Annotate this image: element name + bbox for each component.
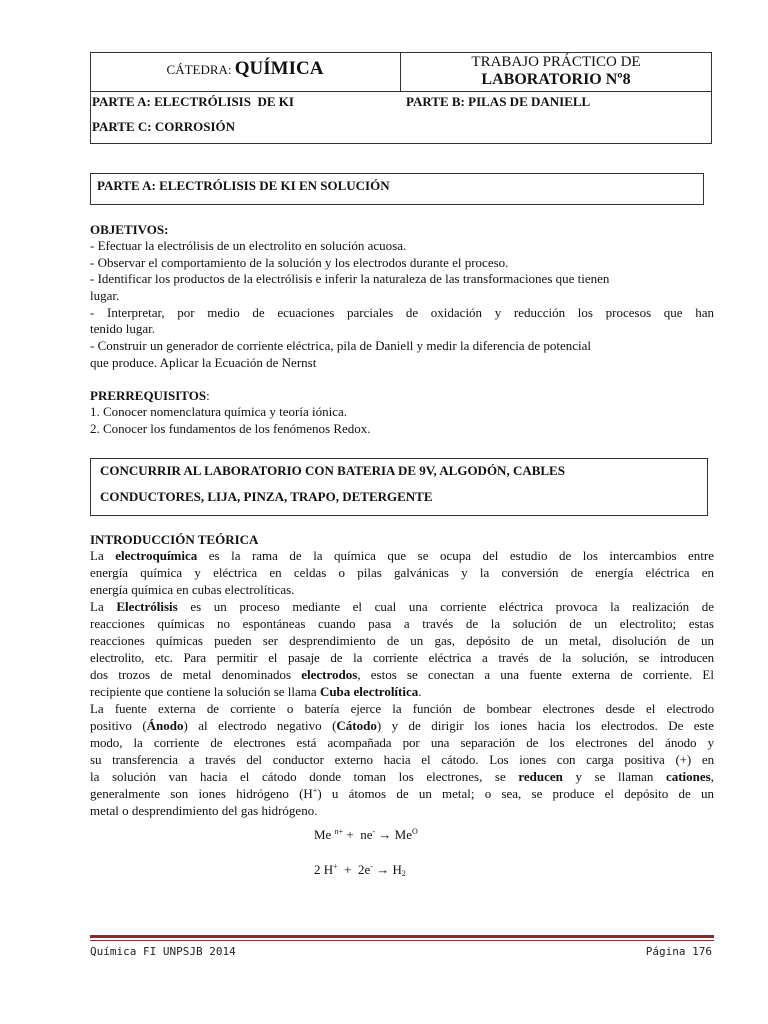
parte-c-label: PARTE C: CORROSIÓN — [92, 119, 236, 134]
intro-p3-line: la solución van hacia el cátodo donde toman los electrones, se reducen y se llaman cationes, — [90, 769, 714, 784]
intro-p1-line: La electroquímica es la rama de la química que se ocupa del estudio de los intercambios entre — [90, 548, 714, 563]
intro-p2-line: reacciones químicas no espontáneas cuando pasa a través de la solución de un electrolito; estas — [90, 616, 714, 631]
intro-p3-line: positivo (Ánodo) al electrodo negativo (Cátodo) y de dirigir los iones hacia los electrodos. De este — [90, 718, 714, 733]
materials-line-1: CONCURRIR AL LABORATORIO CON BATERIA DE 9V, ALGODÓN, CABLES — [100, 463, 565, 478]
footer-left: Química FI UNPSJB 2014 — [90, 945, 236, 958]
intro-p3-line: generalmente son iones hidrógeno (H+) u átomos de un metal; o sea, se produce el depósito de un — [90, 786, 714, 801]
parte-a-label: PARTE A: ELECTRÓLISIS DE KI — [92, 94, 294, 109]
section-title: PARTE A: ELECTRÓLISIS DE KI EN SOLUCIÓN — [97, 178, 390, 193]
catedra-cell — [90, 58, 400, 80]
parte-b-label: PARTE B: PILAS DE DANIELL — [406, 94, 591, 109]
prerrequisitos-title: PRERREQUISITOS — [90, 388, 207, 403]
intro-p2-line: recipiente que contiene la solución se llama Cuba electrolítica. — [90, 684, 422, 699]
intro-p3-line: metal o desprendimiento del gas hidrógeno. — [90, 803, 318, 818]
intro-p2-line: electrolito, etc. Para permitir el pasaje de la corriente eléctrica a través de la solución, se introducen — [90, 650, 714, 665]
objetivo-line: - Observar el comportamiento de la solución y los electrodos durante el proceso. — [90, 255, 509, 270]
catedra-label: CÁTEDRA: — [166, 62, 232, 77]
footer-rule-thin — [90, 940, 714, 941]
objetivos-title: OBJETIVOS: — [90, 222, 169, 237]
footer-page-number: Página 176 — [645, 945, 712, 958]
intro-p2-line: La Electrólisis es un proceso mediante el cual una corriente eléctrica provoca la realización de — [90, 599, 715, 614]
catedra-value: QUÍMICA — [234, 58, 324, 79]
equation-metal-reduction: Me $^{n+} + ne^- \to Me^O$ — [314, 827, 418, 842]
intro-p1-line: energía química y eléctrica en celdas o pilas galvánicas y la conversión de energía eléctrica en — [90, 565, 714, 580]
intro-p1-line: energía química en cubas electrolíticas. — [90, 582, 295, 597]
materials-line-2: CONDUCTORES, LIJA, PINZA, TRAPO, DETERGENTE — [100, 489, 433, 504]
tp-title-line2: LABORATORIO Nº8 — [481, 71, 631, 88]
intro-title: INTRODUCCIÓN TEÓRICA — [90, 532, 259, 547]
footer-rule-thick — [90, 935, 714, 938]
objetivo-line: - Efectuar la electrólisis de un electrolito en solución acuosa. — [90, 238, 407, 253]
intro-p2-line: reacciones químicas pueden ser desprendimiento de un gas, depósito de un metal, disolución de un — [90, 633, 714, 648]
objetivo-line: - Identificar los productos de la electrólisis e inferir la naturaleza de las transformaciones que tienen — [90, 271, 610, 286]
prerrequisitos-heading — [90, 388, 714, 405]
intro-p2-line: dos trozos de metal denominados electrodos, estos se conectan a una fuente externa de corriente. El — [90, 667, 714, 682]
intro-p3-line: modo, la corriente de electrones está acompañada por una separación de los electrones del ánodo y — [90, 735, 714, 750]
objetivo-line: - Construir un generador de corriente eléctrica, pila de Daniell y medir la diferencia de potencial — [90, 338, 591, 353]
objetivo-line: tenido lugar. — [90, 321, 155, 336]
objetivo-line: que produce. Aplicar la Ecuación de Nernst — [90, 355, 317, 370]
prerrequisitos-colon: : — [206, 388, 210, 403]
tp-title-line1: TRABAJO PRÁCTICO DE — [471, 54, 641, 70]
prerrequisito-line: 2. Conocer los fundamentos de los fenómenos Redox. — [90, 421, 371, 436]
prerrequisito-line: 1. Conocer nomenclatura química y teoría iónica. — [90, 404, 348, 419]
objetivo-line: - Interpretar, por medio de ecuaciones parciales de oxidación y reducción los procesos que han — [90, 305, 714, 320]
tp-cell — [400, 54, 712, 88]
header-row-divider — [90, 91, 712, 92]
objetivo-line: lugar. — [90, 288, 120, 303]
equation-hydrogen-reduction: 2 $H^+ + 2e^- \to H_2$ — [314, 862, 406, 878]
intro-p3-line: su transferencia a través del conductor externo hacia el cátodo. Los iones con carga positiva (+) en — [90, 752, 714, 767]
intro-p3-line: La fuente externa de corriente o batería ejerce la función de bombear electrones desde el electrodo — [90, 701, 714, 716]
